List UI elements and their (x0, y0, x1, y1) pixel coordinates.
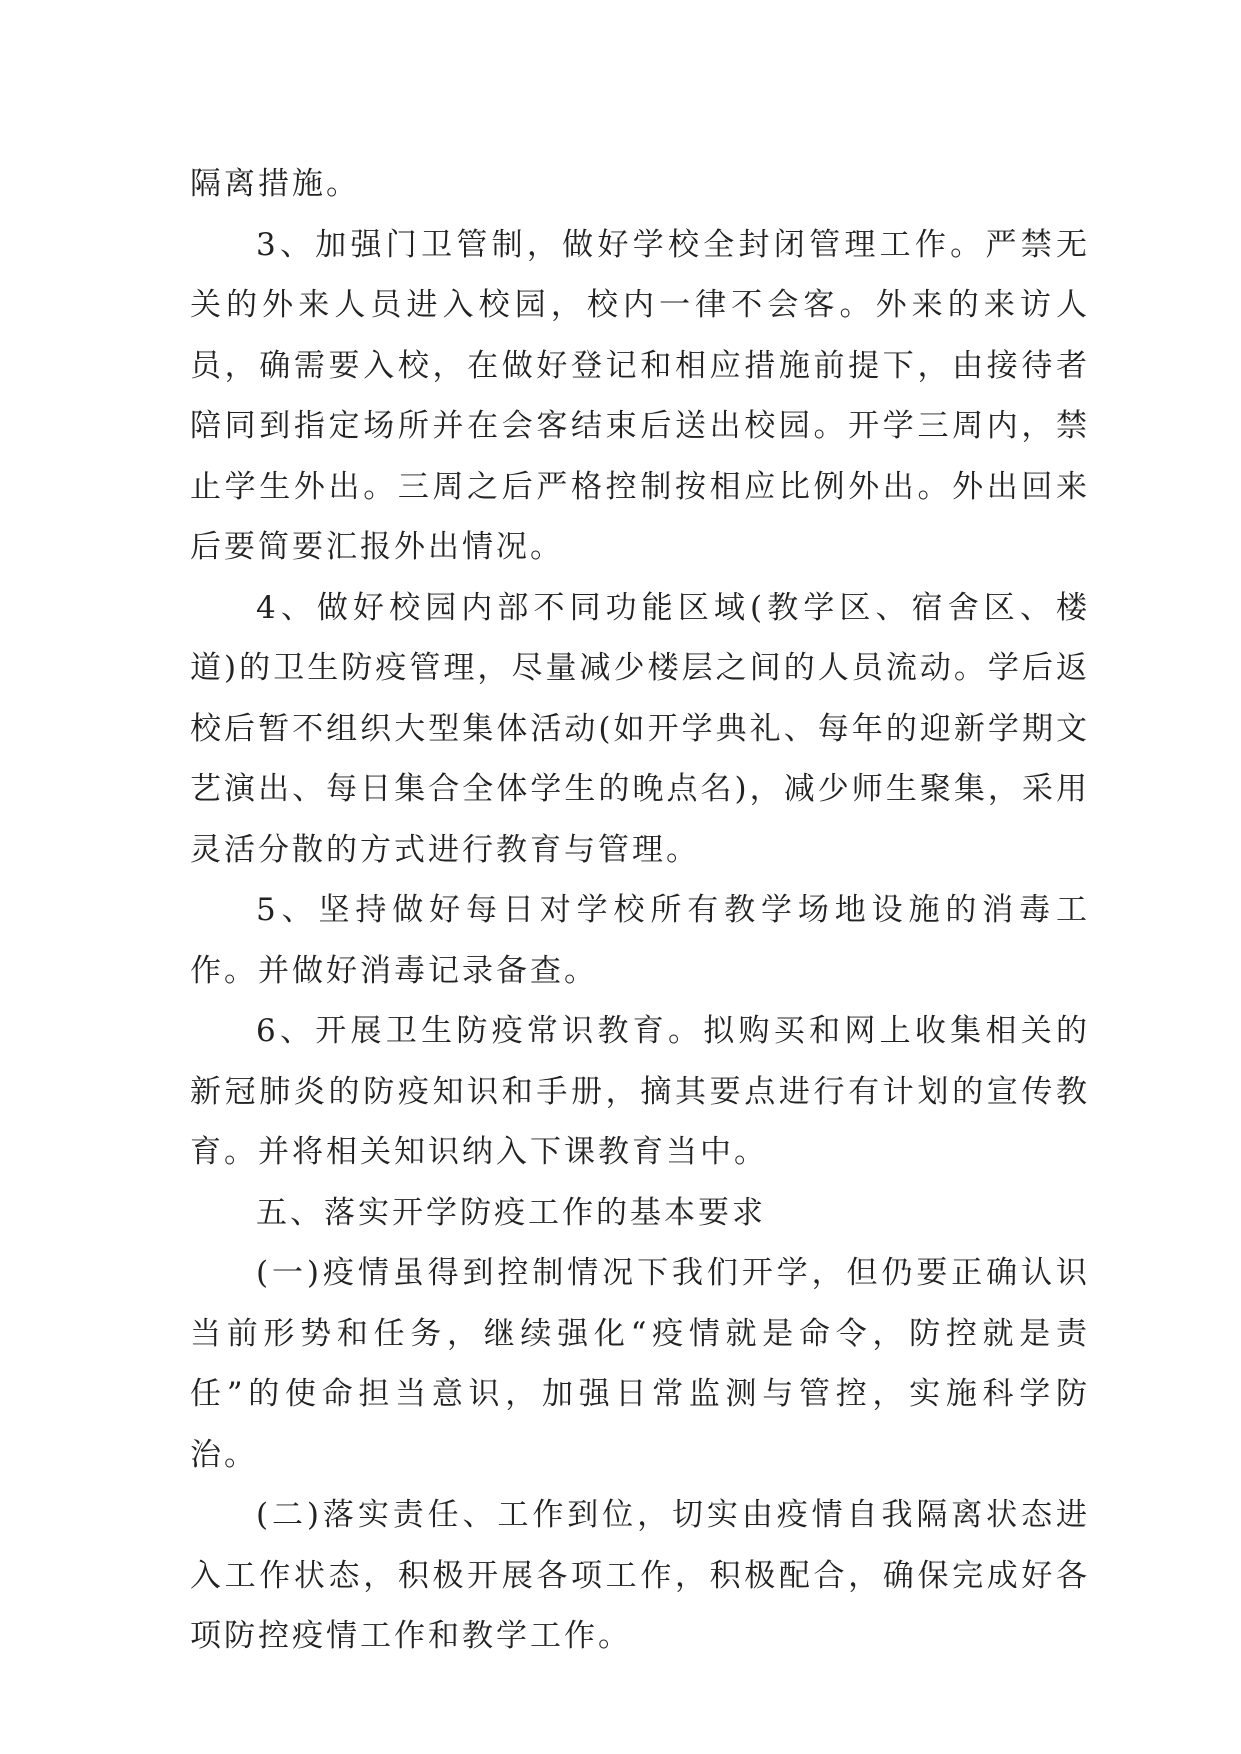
paragraph-requirement-1: (一)疫情虽得到控制情况下我们开学，但仍要正确认识当前形势和任务，继续强化“疫情就是命令，防控就是责任”的使命担当意识，加强日常监测与管控，实施科学防治。 (190, 1255, 1090, 1473)
paragraph-item-4-campus-zones: 4、做好校园内部不同功能区域(教学区、宿舍区、楼道)的卫生防疫管理，尽量减少楼层之间的人员流动。学后返校后暂不组织大型集体活动(如开学典礼、每年的迎新学期文艺演出、每日集合全体学生的晚点名)，减少师生聚集，采用灵活分散的方式进行教育与管理。 (190, 589, 1090, 868)
paragraph-item-3-gate-control: 3、加强门卫管制，做好学校全封闭管理工作。严禁无关的外来人员进入校园，校内一律不会客。外来的来访人员，确需要入校，在做好登记和相应措施前提下，由接待者陪同到指定场所并在会客结束后送出校园。开学三周内，禁止学生外出。三周之后严格控制按相应比例外出。外出回来后要简要汇报外出情况。 (190, 226, 1090, 565)
section-heading-five: 五、落实开学防疫工作的基本要求 (256, 1194, 766, 1231)
paragraph-isolation-end: 隔离措施。 (190, 166, 360, 202)
document-body (190, 154, 1090, 1667)
paragraph-requirement-2: (二)落实责任、工作到位，切实由疫情自我隔离状态进入工作状态，积极开展各项工作，积极配合，确保完成好各项防控疫情工作和教学工作。 (190, 1497, 1090, 1654)
paragraph-item-6-health-education: 6、开展卫生防疫常识教育。拟购买和网上收集相关的新冠肺炎的防疫知识和手册，摘其要点进行有计划的宣传教育。并将相关知识纳入下课教育当中。 (190, 1013, 1090, 1170)
paragraph-item-5-disinfection: 5、坚持做好每日对学校所有教学场地设施的消毒工作。并做好消毒记录备查。 (190, 892, 1090, 989)
